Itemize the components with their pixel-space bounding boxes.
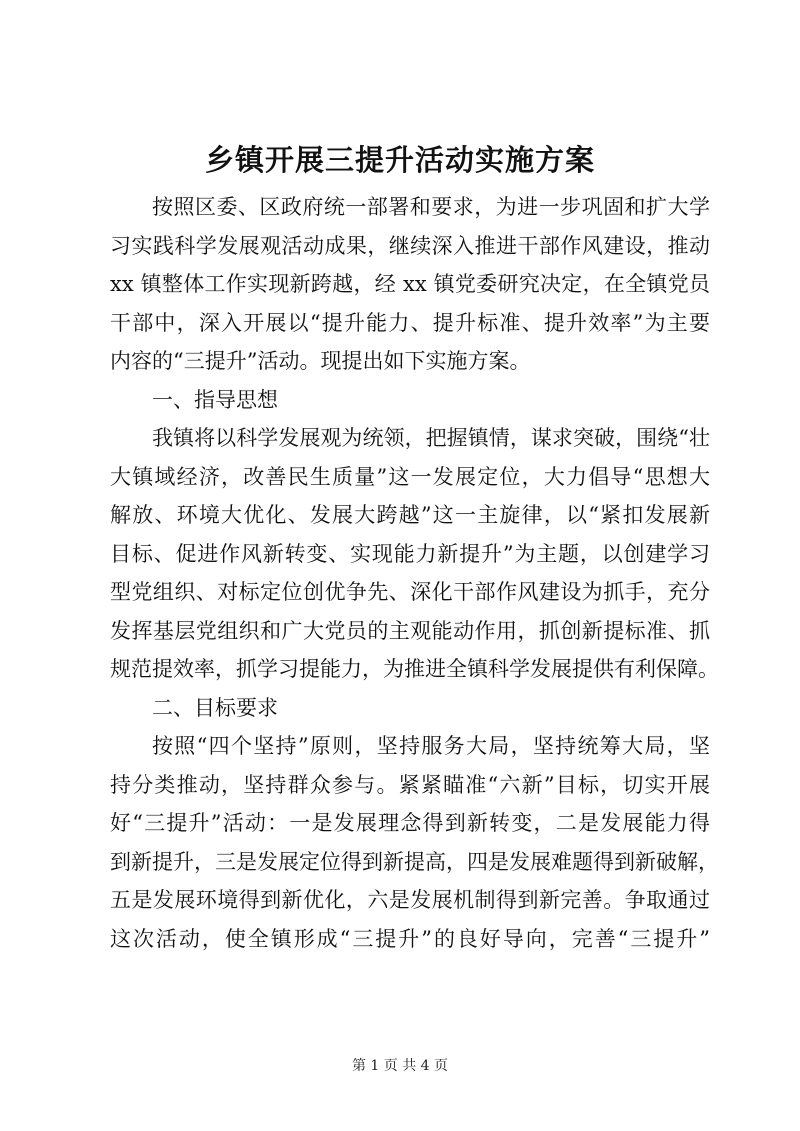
paragraph-goals-line-4: 到新提升，三是发展定位得到新提高，四是发展难题得到新破解，	[110, 849, 719, 874]
paragraph-guiding-line-4: 目标、促进作风新转变、实现能力新提升”为主题，以创建学习	[110, 541, 710, 566]
paragraph-goals-line-6: 这次活动，使全镇形成“三提升”的良好导向，完善“三提升”	[110, 926, 710, 951]
paragraph-guiding-line-7: 规范提效率，抓学习提能力，为推进全镇科学发展提供有利保障。	[110, 657, 719, 681]
page-footer: 第 1 页 共 4 页	[351, 1058, 449, 1074]
document-body	[110, 188, 719, 958]
paragraph-guiding-line-2: 大镇域经济，改善民生质量”这一发展定位，大力倡导“思想大	[110, 464, 710, 489]
paragraph-guiding-line-6: 发挥基层党组织和广大党员的主观能动作用，抓创新提标准、抓	[110, 618, 710, 643]
section-heading-guiding-thought: 一、指导思想	[152, 387, 278, 412]
section-heading-goals: 二、目标要求	[152, 695, 278, 720]
paragraph-guiding-line-3: 解放、环境大优化、发展大跨越”这一主旋律，以“紧扣发展新	[110, 503, 710, 527]
paragraph-intro-line-3: xx 镇整体工作实现新跨越，经 xx 镇党委研究决定，在全镇党员	[110, 272, 710, 296]
paragraph-goals-line-3: 好“三提升”活动：一是发展理念得到新转变，二是发展能力得	[110, 811, 710, 835]
paragraph-intro-line-5: 内容的“三提升”活动。现提出如下实施方案。	[110, 349, 531, 373]
paragraph-guiding-line-1: 我镇将以科学发展观为统领，把握镇情，谋求突破，围绕“壮	[152, 426, 710, 450]
paragraph-goals-line-5: 五是发展环境得到新优化，六是发展机制得到新完善。争取通过	[110, 888, 710, 912]
paragraph-goals-line-2: 持分类推动，坚持群众参与。紧紧瞄准“六新”目标，切实开展	[110, 772, 710, 797]
paragraph-goals-line-1: 按照“四个坚持”原则，坚持服务大局，坚持统筹大局，坚	[152, 734, 710, 758]
paragraph-intro-line-2: 习实践科学发展观活动成果，继续深入推进干部作风建设，推动	[110, 233, 710, 258]
paragraph-intro-line-1: 按照区委、区政府统一部署和要求，为进一步巩固和扩大学	[152, 195, 710, 219]
page-title: 乡镇开展三提升活动实施方案	[204, 143, 595, 177]
paragraph-intro-line-4: 干部中，深入开展以“提升能力、提升标准、提升效率”为主要	[110, 310, 710, 335]
paragraph-guiding-line-5: 型党组织、对标定位创优争先、深化干部作风建设为抓手，充分	[110, 580, 710, 604]
